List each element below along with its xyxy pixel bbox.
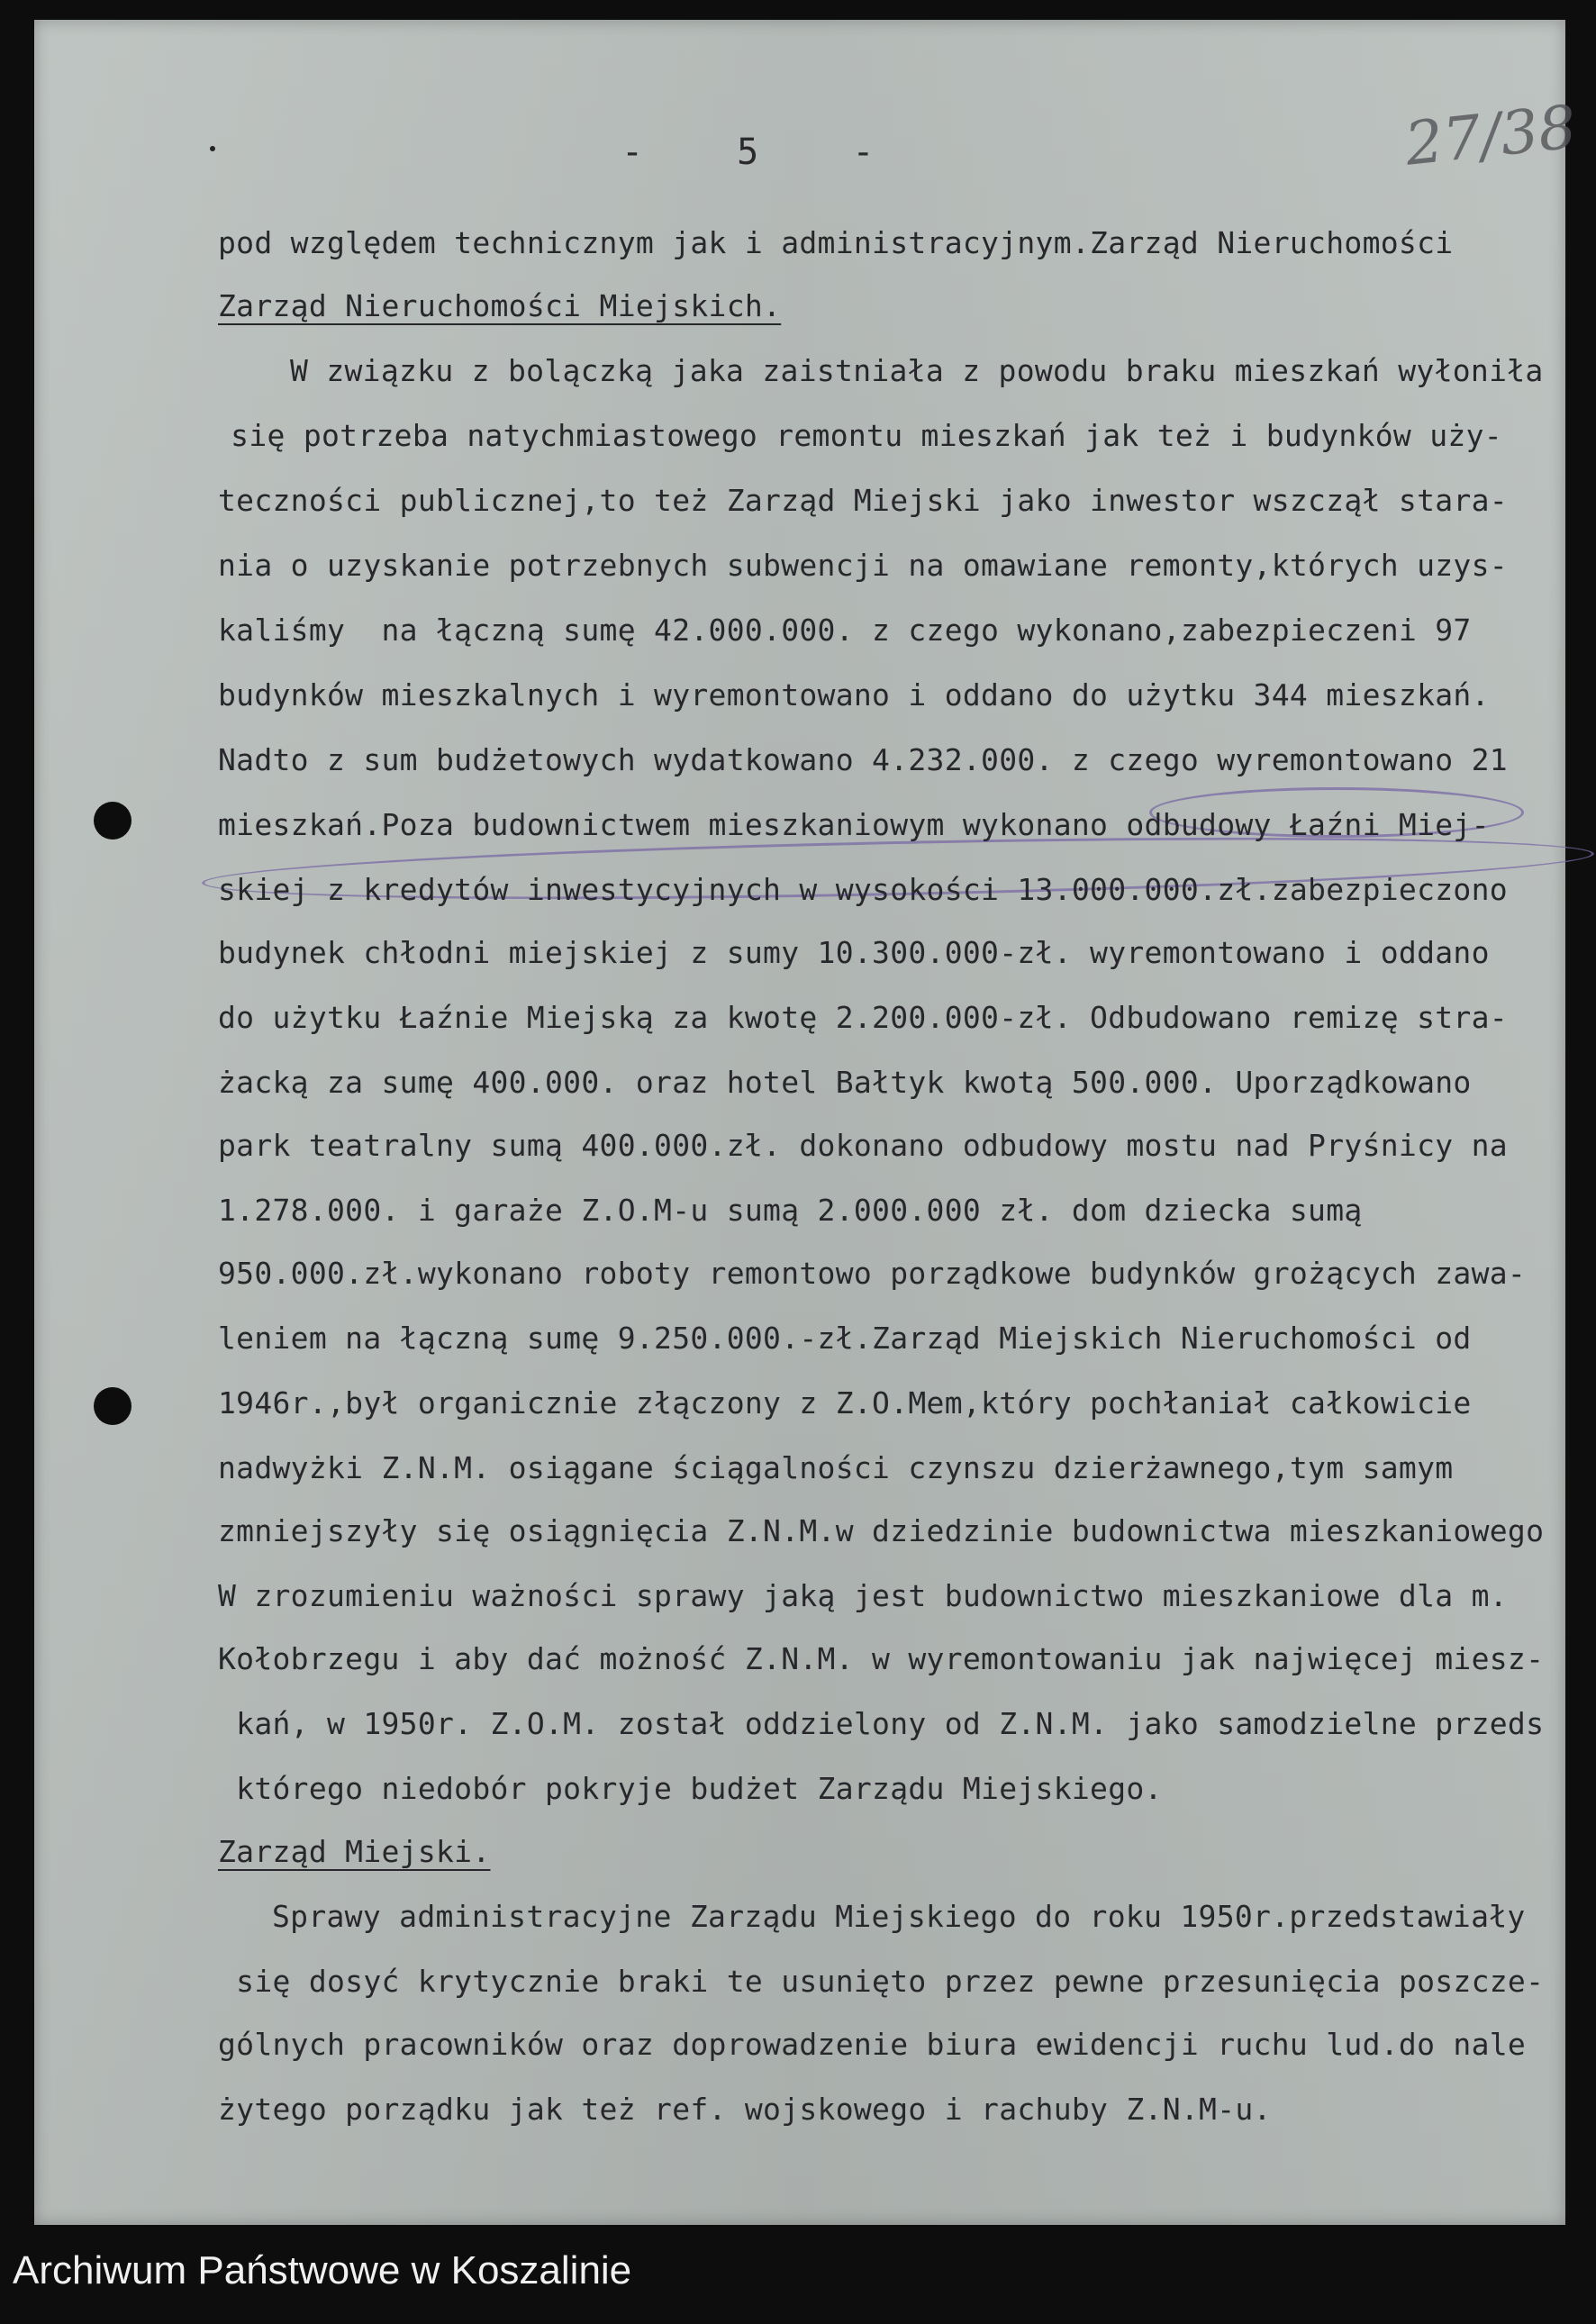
text-line: Sprawy administracyjne Zarządu Miejskiego do roku 1950r.przedstawiały bbox=[272, 1899, 1526, 1934]
text-line: W związku z bolączką jaka zaistniała z powodu braku mieszkań wyłoniła bbox=[290, 353, 1544, 388]
archive-folio-number: 27/38 bbox=[1401, 92, 1580, 179]
text-line: 1.278.000. i garaże Z.O.M-u sumą 2.000.000 zł. dom dziecka sumą bbox=[218, 1193, 1363, 1228]
text-line: żacką za sumę 400.000. oraz hotel Bałtyk kwotą 500.000. Uporządkowano bbox=[218, 1065, 1472, 1100]
text-line: nadwyżki Z.N.M. osiągane ściągalności czynszu dzierżawnego,tym samym bbox=[218, 1450, 1454, 1485]
ink-dot bbox=[210, 146, 215, 151]
text-line: gólnych pracowników oraz doprowadzenie biura ewidencji ruchu lud.do nale bbox=[218, 2027, 1527, 2062]
text-line: budynek chłodni miejskiej z sumy 10.300.000-zł. wyremontowano i oddano bbox=[218, 935, 1490, 970]
text-line: do użytku Łaźnie Miejską za kwotę 2.200.000-zł. Odbudowano remizę stra- bbox=[218, 1000, 1508, 1035]
text-line: Zarząd Nieruchomości Miejskich. bbox=[218, 288, 782, 323]
text-line: W zrozumieniu ważności sprawy jaką jest budownictwo mieszkaniowe dla m. bbox=[218, 1578, 1508, 1613]
text-line: zmniejszyły się osiągnięcia Z.N.M.w dziedzinie budownictwa mieszkaniowego bbox=[218, 1513, 1545, 1548]
text-line: park teatralny sumą 400.000.zł. dokonano odbudowy mostu nad Pryśnicy na bbox=[218, 1128, 1508, 1163]
text-line: Zarząd Miejski. bbox=[218, 1834, 491, 1869]
text-line: 950.000.zł.wykonano roboty remontowo porządkowe budynków grożących zawa- bbox=[218, 1256, 1527, 1291]
text-line: kań, w 1950r. Z.O.M. został oddzielony od Z.N.M. jako samodzielne przeds bbox=[218, 1706, 1545, 1741]
text-line: mieszkań.Poza budownictwem mieszkaniowym wykonano odbudowy Łaźni Miej- bbox=[218, 807, 1490, 842]
punch-hole-top bbox=[94, 802, 131, 840]
text-line: 1946r.,był organicznie złączony z Z.O.Mem,który pochłaniał całkowicie bbox=[218, 1385, 1472, 1421]
page-number: - 5 - bbox=[621, 132, 911, 173]
text-line: żytego porządku jak też ref. wojskowego i rachuby Z.N.M-u. bbox=[218, 2092, 1272, 2127]
text-line: Kołobrzegu i aby dać możność Z.N.M. w wyremontowaniu jak najwięcej miesz- bbox=[218, 1641, 1545, 1676]
text-line: skiej z kredytów inwestycyjnych w wysokości 13.000.000.zł.zabezpieczono bbox=[218, 872, 1508, 907]
text-line: budynków mieszkalnych i wyremontowano i oddano do użytku 344 mieszkań. bbox=[218, 677, 1490, 713]
text-line: nia o uzyskanie potrzebnych subwencji na omawiane remonty,których uzys- bbox=[218, 548, 1508, 583]
text-line: pod względem technicznym jak i administracyjnym.Zarząd Nieruchomości bbox=[218, 225, 1454, 260]
archive-footer-label: Archiwum Państwowe w Koszalinie bbox=[13, 2248, 632, 2292]
text-line: którego niedobór pokryje budżet Zarządu Miejskiego. bbox=[218, 1771, 1163, 1806]
text-line: kaliśmy na łączną sumę 42.000.000. z czego wykonano,zabezpieczeni 97 bbox=[218, 613, 1472, 648]
text-line: się potrzeba natychmiastowego remontu mieszkań jak też i budynków uży- bbox=[213, 418, 1502, 453]
text-line: leniem na łączną sumę 9.250.000.-zł.Zarząd Miejskich Nieruchomości od bbox=[218, 1321, 1472, 1356]
scanned-page bbox=[34, 20, 1580, 2225]
text-line: się dosyć krytycznie braki te usunięto przez pewne przesunięcia poszcze- bbox=[218, 1964, 1545, 1999]
punch-hole-bottom bbox=[94, 1387, 131, 1425]
text-line: teczności publicznej,to też Zarząd Miejski jako inwestor wszczął stara- bbox=[218, 483, 1508, 518]
text-line: Nadto z sum budżetowych wydatkowano 4.232.000. z czego wyremontowano 21 bbox=[218, 742, 1508, 777]
